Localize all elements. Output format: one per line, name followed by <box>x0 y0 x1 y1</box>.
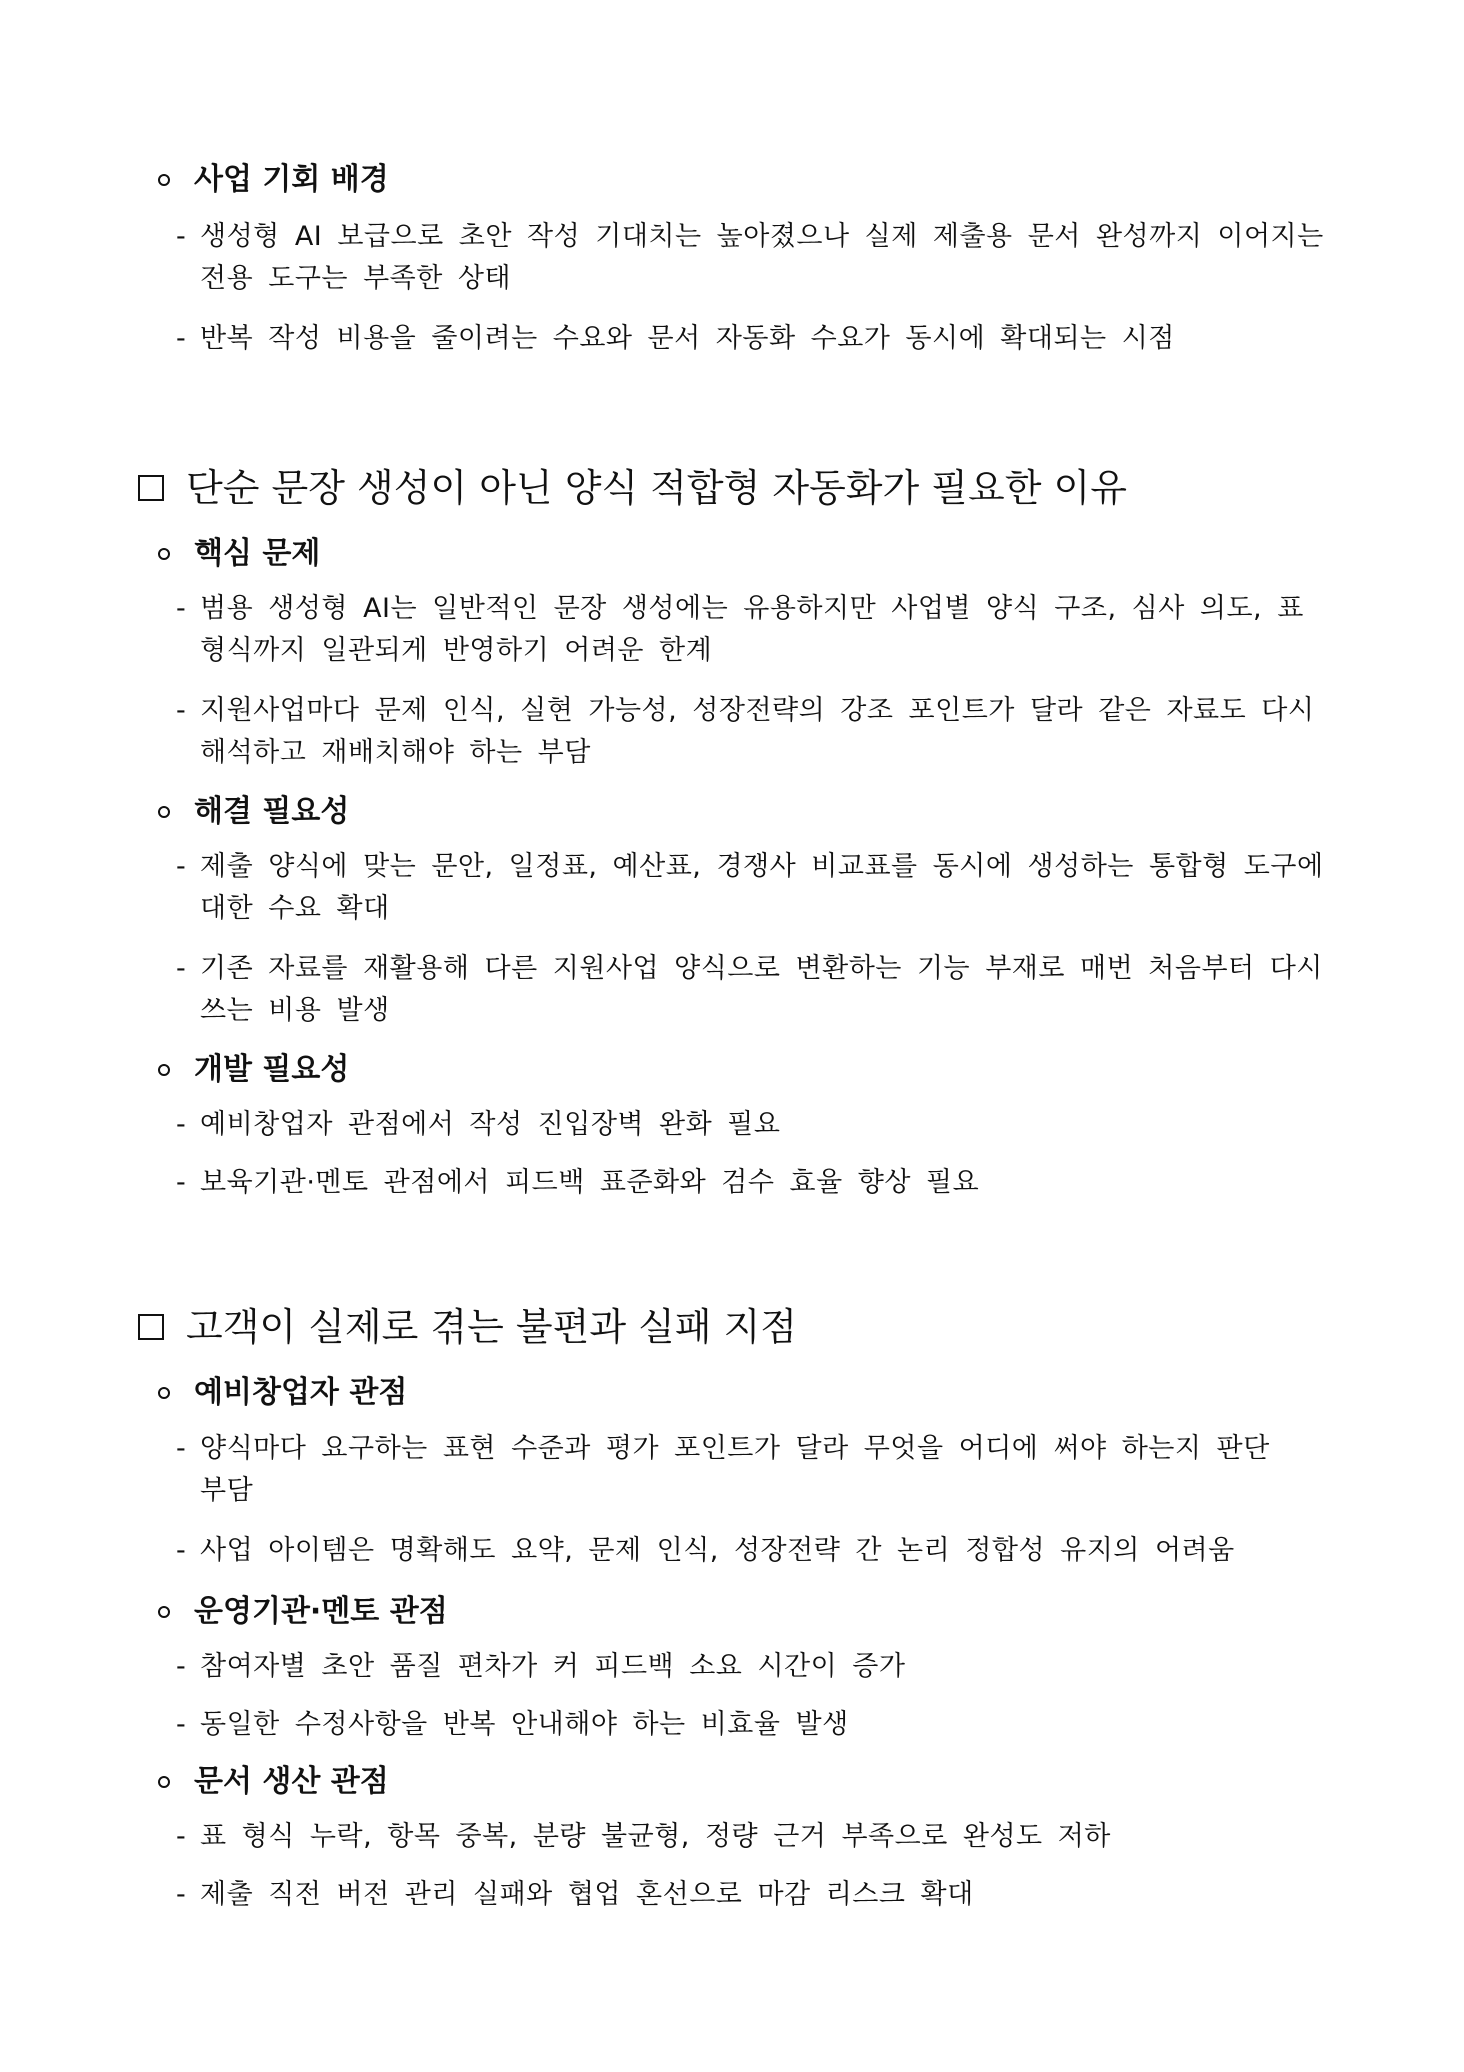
dash-bullet: - <box>176 323 186 354</box>
circle-bullet-icon <box>158 174 170 186</box>
sub-heading-text: 문서 생산 관점 <box>194 1764 389 1799</box>
list-item <box>176 1646 1336 1688</box>
dash-bullet: - <box>176 953 186 984</box>
circle-bullet-icon <box>158 806 170 818</box>
list-item <box>176 948 1336 1032</box>
dash-bullet: - <box>176 1879 186 1910</box>
dash-bullet: - <box>176 593 186 624</box>
sub-heading <box>158 1592 448 1632</box>
list-item <box>176 588 1336 672</box>
dash-bullet: - <box>176 695 186 726</box>
sub-heading <box>158 534 320 574</box>
section-heading-text: 고객이 실제로 겪는 불편과 실패 지점 <box>186 1305 798 1349</box>
list-item-text: 반복 작성 비용을 줄이려는 수요와 문서 자동화 수요가 동시에 확대되는 시점 <box>200 323 1175 354</box>
list-item <box>176 1874 1336 1916</box>
sub-heading-text: 예비창업자 관점 <box>194 1375 408 1410</box>
circle-bullet-icon <box>158 1064 170 1076</box>
square-bullet-icon <box>138 475 164 501</box>
circle-bullet-icon <box>158 1606 170 1618</box>
list-item-text: 참여자별 초안 품질 편차가 커 피드백 소요 시간이 증가 <box>200 1651 906 1682</box>
section-heading <box>138 463 1127 513</box>
list-item-text: 기존 자료를 재활용해 다른 지원사업 양식으로 변환하는 기능 부재로 매번 처음부터 다시 쓰는 비용 발생 <box>200 953 1323 1026</box>
dash-bullet: - <box>176 1535 186 1566</box>
circle-bullet-icon <box>158 548 170 560</box>
sub-heading-text: 개발 필요성 <box>194 1052 350 1087</box>
dash-bullet: - <box>176 851 186 882</box>
list-item <box>176 1162 1336 1204</box>
dash-bullet: - <box>176 1651 186 1682</box>
dash-bullet: - <box>176 1109 186 1140</box>
list-item-text: 사업 아이템은 명확해도 요약, 문제 인식, 성장전략 간 논리 정합성 유지의 어려움 <box>200 1535 1235 1566</box>
list-item-text: 범용 생성형 AI는 일반적인 문장 생성에는 유용하지만 사업별 양식 구조, 심사 의도, 표 형식까지 일관되게 반영하기 어려운 한계 <box>200 593 1304 666</box>
list-item-text: 제출 양식에 맞는 문안, 일정표, 예산표, 경쟁사 비교표를 동시에 생성하는 통합형 도구에 대한 수요 확대 <box>200 851 1324 924</box>
list-item-text: 표 형식 누락, 항목 중복, 분량 불균형, 정량 근거 부족으로 완성도 저하 <box>200 1821 1111 1852</box>
list-item <box>176 1104 1336 1146</box>
sub-heading-text: 해결 필요성 <box>194 794 350 829</box>
list-item <box>176 216 1336 300</box>
dash-bullet: - <box>176 1167 186 1198</box>
sub-heading <box>158 160 389 200</box>
dash-bullet: - <box>176 1709 186 1740</box>
list-item <box>176 1530 1336 1572</box>
list-item <box>176 846 1336 930</box>
list-item-text: 예비창업자 관점에서 작성 진입장벽 완화 필요 <box>200 1109 781 1140</box>
list-item-text: 보육기관·멘토 관점에서 피드백 표준화와 검수 효율 향상 필요 <box>200 1167 980 1198</box>
dash-bullet: - <box>176 1821 186 1852</box>
sub-heading <box>158 1050 349 1090</box>
circle-bullet-icon <box>158 1776 170 1788</box>
list-item-text: 생성형 AI 보급으로 초안 작성 기대치는 높아졌으나 실제 제출용 문서 완성까지 이어지는 전용 도구는 부족한 상태 <box>200 221 1324 294</box>
circle-bullet-icon <box>158 1387 170 1399</box>
list-item-text: 양식마다 요구하는 표현 수준과 평가 포인트가 달라 무엇을 어디에 써야 하는지 판단 부담 <box>200 1433 1270 1506</box>
section-heading <box>138 1302 797 1352</box>
sub-heading-text: 운영기관·멘토 관점 <box>194 1594 448 1629</box>
list-item <box>176 318 1336 360</box>
list-item-text: 지원사업마다 문제 인식, 실현 가능성, 성장전략의 강조 포인트가 달라 같은 자료도 다시 해석하고 재배치해야 하는 부담 <box>200 695 1315 768</box>
sub-heading-text: 핵심 문제 <box>194 536 321 571</box>
sub-heading <box>158 1373 407 1413</box>
list-item-text: 동일한 수정사항을 반복 안내해야 하는 비효율 발생 <box>200 1709 849 1740</box>
list-item <box>176 690 1336 774</box>
square-bullet-icon <box>138 1314 164 1340</box>
list-item <box>176 1816 1336 1858</box>
list-item <box>176 1704 1336 1746</box>
dash-bullet: - <box>176 1433 186 1464</box>
sub-heading <box>158 1762 389 1802</box>
dash-bullet: - <box>176 221 186 252</box>
section-heading-text: 단순 문장 생성이 아닌 양식 적합형 자동화가 필요한 이유 <box>186 466 1127 510</box>
list-item <box>176 1428 1336 1512</box>
sub-heading-text: 사업 기회 배경 <box>194 162 389 197</box>
sub-heading <box>158 792 349 832</box>
list-item-text: 제출 직전 버전 관리 실패와 협업 혼선으로 마감 리스크 확대 <box>200 1879 974 1910</box>
